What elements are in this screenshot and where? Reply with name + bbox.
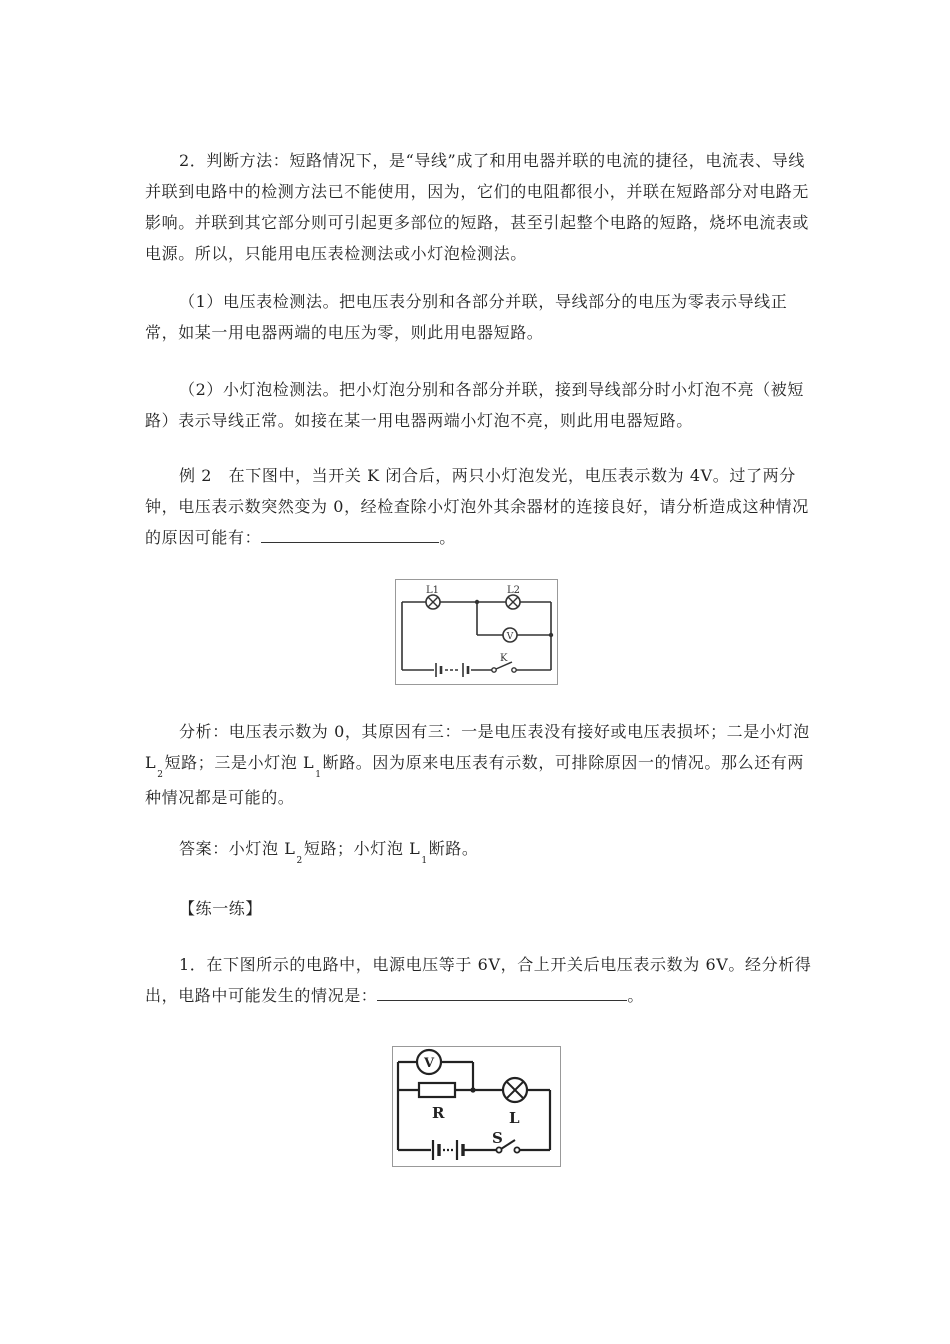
answer-text-a: 答案：小灯泡 L	[179, 839, 296, 858]
analysis-text-c: 断路。因为原来电压表有示数，可排除原因一的情况。那么还有两种情况都是可能的。	[145, 753, 805, 807]
practice1-paragraph	[145, 949, 815, 1011]
subscript-2: 2	[157, 770, 164, 780]
battery-icon	[433, 1140, 463, 1160]
practice-heading: 【练一练】	[179, 899, 263, 918]
analysis-paragraph	[145, 716, 815, 813]
example2-paragraph	[145, 460, 815, 553]
voltmeter-method-paragraph: （1）电压表检测法。把电压表分别和各部分并联，导线部分的电压为零表示导线正常，如某一用电器两端的电压为零，则此用电器短路。	[145, 292, 788, 342]
lamp-l1-icon	[426, 595, 440, 609]
resistor-label: R	[432, 1104, 445, 1122]
example2-text: 例 2 在下图中，当开关 K 闭合后，两只小灯泡发光，电压表示数为 4V。过了两分钟，电压表示数突然变为 0，经检查除小灯泡外其余器材的连接良好，请分析造成这种情况的原因可能有：	[145, 466, 809, 547]
answer-paragraph	[145, 833, 815, 868]
subscript-1: 1	[315, 770, 322, 780]
junction-dot	[549, 633, 553, 637]
junction-dot	[470, 1087, 475, 1092]
junction-dot	[475, 600, 479, 604]
practice1-text: 1．在下图所示的电路中，电源电压等于 6V，合上开关后电压表示数为 6V。经分析得出，电路中可能发生的情况是：	[145, 955, 812, 1005]
voltmeter-label: V	[423, 1056, 435, 1071]
resistor-icon	[419, 1083, 455, 1097]
answer-text-c: 断路。	[428, 839, 479, 858]
subscript-2: 2	[296, 856, 303, 866]
bulb-method-paragraph: （2）小灯泡检测法。把小灯泡分别和各部分并联，接到导线部分时小灯泡不亮（被短路）表示导线正常。如接在某一用电器两端小灯泡不亮，则此用电器短路。	[145, 380, 804, 430]
switch-k-label: K	[500, 653, 508, 664]
practice1-end: 。	[627, 986, 645, 1005]
circuit-diagram-2	[392, 1046, 561, 1167]
analysis-text-b: 短路；三是小灯泡 L	[164, 753, 315, 772]
answer-blank	[377, 982, 627, 1001]
lamp-l1-label: L1	[426, 585, 440, 596]
circuit-1-svg	[396, 580, 557, 684]
lamp-l-icon	[503, 1078, 527, 1102]
lamp-l-label: L	[509, 1109, 520, 1127]
lamp-l2-label: L2	[507, 585, 521, 596]
analysis-text-a: 分析：电压表示数为 0，其原因有三：一是电压表没有接好或电压表损坏；二是小灯泡 L	[145, 722, 810, 772]
answer-text-b: 短路；小灯泡 L	[303, 839, 421, 858]
lamp-l2-icon	[506, 595, 520, 609]
battery-icon	[436, 663, 468, 677]
example2-end: 。	[439, 528, 456, 547]
switch-s-label: S	[492, 1129, 503, 1147]
circuit-2-svg	[393, 1047, 560, 1166]
method-paragraph: 2．判断方法：短路情况下，是“导线”成了和用电器并联的电流的捷径，电流表、导线并联到电路中的检测方法已不能使用，因为，它们的电阻都很小，并联在短路部分对电路无影响。并联到其它部分则可引起更多部位的短路，甚至引起整个电路的短路，烧坏电流表或电源。所以，只能用电压表检测法或小灯泡检测法。	[145, 151, 810, 263]
subscript-1: 1	[421, 856, 428, 866]
circuit-diagram-1	[395, 579, 558, 685]
answer-blank	[261, 524, 439, 543]
voltmeter-label: V	[506, 632, 514, 642]
